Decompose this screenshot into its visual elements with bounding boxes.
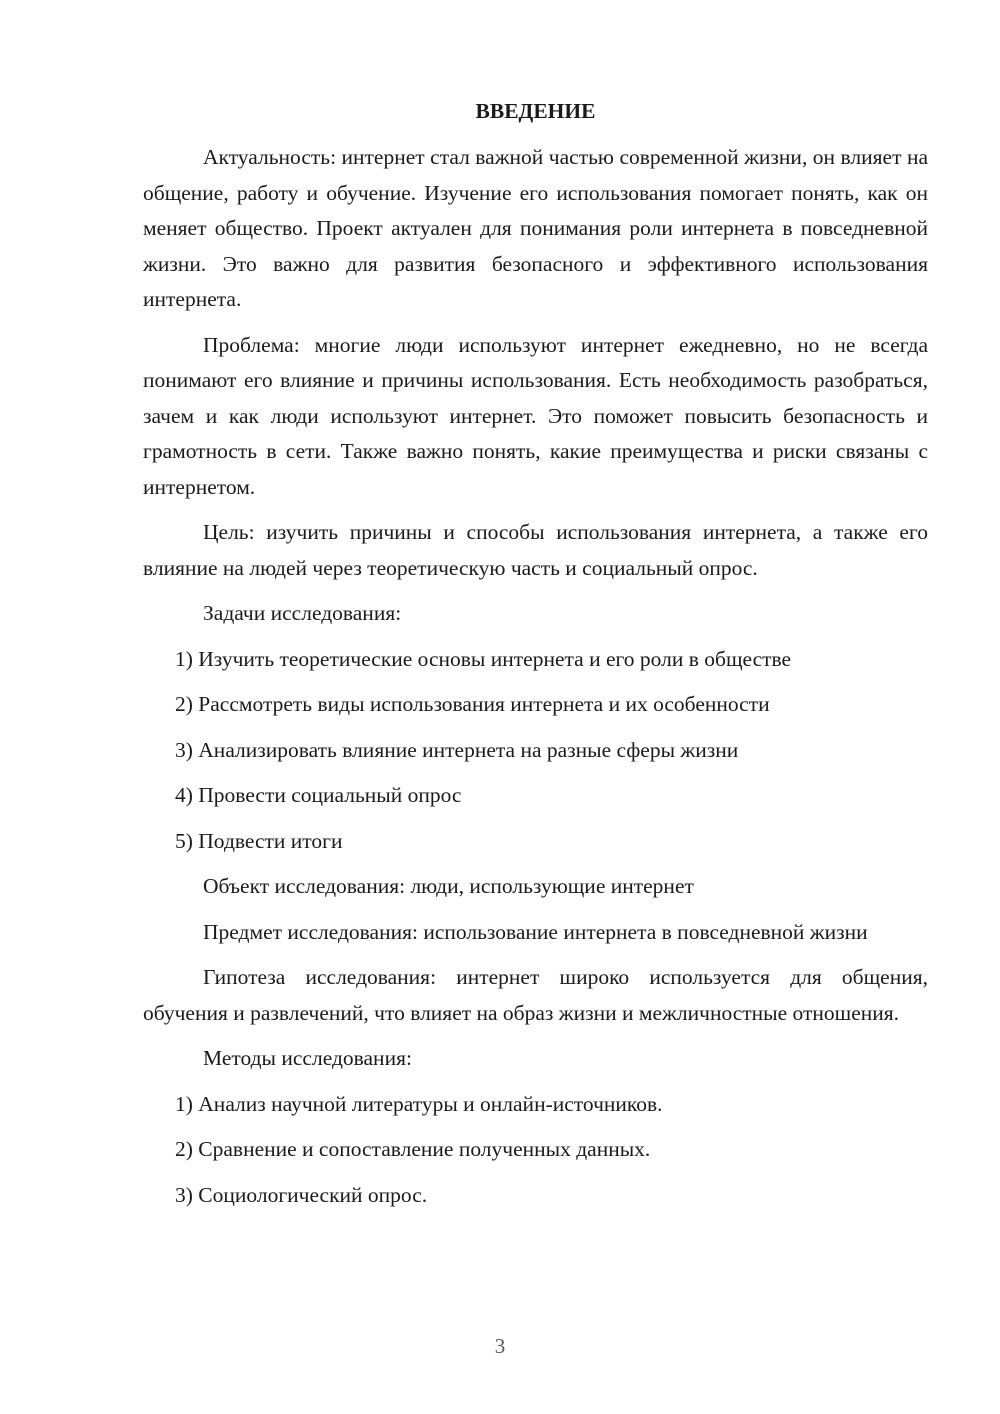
page-number: 3 xyxy=(494,1334,506,1358)
hypothesis-paragraph: Гипотеза исследования: интернет широко используется для общения, обучения и развлечений, что влияет на образ жизни и межличностные отношения. xyxy=(143,965,928,1025)
list-item: 2) Сравнение и сопоставление полученных данных. xyxy=(175,1137,651,1161)
goal-paragraph: Цель: изучить причины и способы использования интернета, а также его влияние на людей через теоретическую часть и социальный опрос. xyxy=(143,520,928,580)
list-item: 1) Изучить теоретические основы интернета и его роли в обществе xyxy=(175,646,792,671)
subject-paragraph: Предмет исследования: использование интернета в повседневной жизни xyxy=(203,919,868,944)
methods-title: Методы исследования: xyxy=(203,1046,412,1070)
object-paragraph: Объект исследования: люди, использующие интернет xyxy=(203,874,694,898)
methods-list xyxy=(143,1087,928,1214)
tasks-title: Задачи исследования: xyxy=(203,601,402,625)
document-page xyxy=(143,92,928,1223)
tasks-list xyxy=(143,642,928,860)
page-title: ВВЕДЕНИЕ xyxy=(475,99,596,123)
problem-paragraph: Проблема: многие люди используют интернет ежедневно, но не всегда понимают его влияние и причины использования. Есть необходимость разобраться, зачем и как люди используют интернет. Это поможет повысить безопасность и грамотность в сети. Также важно понять, какие преимущества и риски связаны с интернетом. xyxy=(143,332,928,499)
list-item: 4) Провести социальный опрос xyxy=(175,783,462,807)
list-item: 3) Социологический опрос. xyxy=(175,1182,428,1207)
list-item: 5) Подвести итоги xyxy=(175,828,343,853)
list-item: 3) Анализировать влияние интернета на разные сферы жизни xyxy=(175,737,739,762)
list-item: 2) Рассмотреть виды использования интернета и их особенности xyxy=(175,692,770,716)
relevance-paragraph: Актуальность: интернет стал важной частью современной жизни, он влияет на общение, работу и обучение. Изучение его использования помогает понять, как он меняет общество. Проект актуален для понимания роли интернета в повседневной жизни. Это важно для развития безопасного и эффективного использования интернета. xyxy=(143,145,928,311)
list-item: 1) Анализ научной литературы и онлайн-источников. xyxy=(175,1091,663,1116)
